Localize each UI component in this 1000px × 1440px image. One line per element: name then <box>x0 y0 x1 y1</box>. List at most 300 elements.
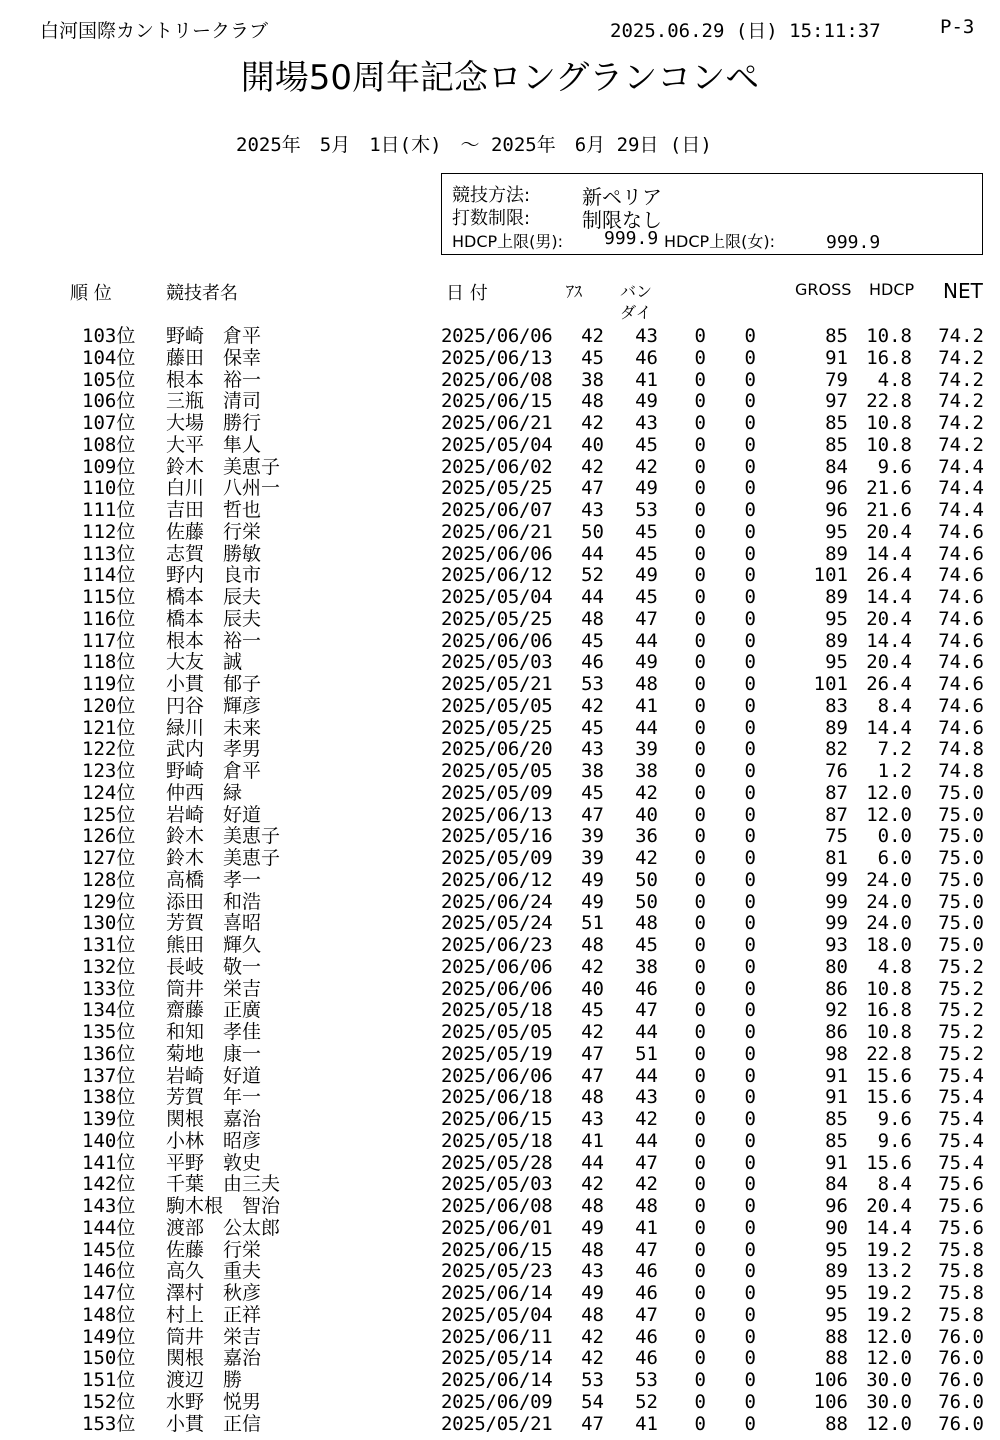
zero-col2-cell: 0 <box>744 1303 756 1326</box>
hdcp-cell: 20.4 <box>866 520 912 543</box>
date-cell: 2025/06/13 <box>441 346 553 369</box>
date-cell: 2025/05/03 <box>441 1173 553 1196</box>
rank-cell: 112位 <box>82 520 136 543</box>
table-row <box>0 652 1000 674</box>
date-cell: 2025/06/23 <box>441 934 553 956</box>
net-cell: 75.4 <box>938 1151 984 1174</box>
hdcp-cell: 6.0 <box>877 847 912 869</box>
zero-col1-cell: 0 <box>694 738 706 761</box>
player-name-cell: 野内 良市 <box>166 564 262 587</box>
gross-cell: 82 <box>825 738 848 761</box>
zero-col2-cell: 0 <box>744 1412 756 1435</box>
player-name-cell: 小林 昭彦 <box>166 1129 262 1152</box>
in-score-cell: 46 <box>635 1347 658 1370</box>
hdcp-cell: 24.0 <box>866 912 912 935</box>
player-name-cell: 白川 八州一 <box>166 477 281 500</box>
table-row <box>0 892 1000 914</box>
net-cell: 74.2 <box>938 433 984 456</box>
date-cell: 2025/06/08 <box>441 368 553 391</box>
net-cell: 75.0 <box>938 868 984 891</box>
player-name-cell: 筒井 栄吉 <box>166 1325 262 1348</box>
zero-col2-cell: 0 <box>744 1260 756 1283</box>
out-score-cell: 46 <box>581 651 604 674</box>
gross-cell: 106 <box>813 1369 848 1391</box>
out-score-cell: 42 <box>581 1173 604 1196</box>
gross-cell: 88 <box>825 1347 848 1370</box>
date-cell: 2025/06/07 <box>441 499 553 521</box>
zero-col1-cell: 0 <box>694 803 706 826</box>
net-cell: 75.4 <box>938 1108 984 1130</box>
in-score-cell: 48 <box>635 673 658 695</box>
zero-col1-cell: 0 <box>694 629 706 652</box>
rank-cell: 132位 <box>82 955 136 978</box>
hdcp-cell: 8.4 <box>877 694 912 717</box>
table-row <box>0 500 1000 522</box>
zero-col2-cell: 0 <box>744 890 756 913</box>
table-row <box>0 848 1000 870</box>
date-cell: 2025/06/06 <box>441 629 553 652</box>
gross-cell: 85 <box>825 412 848 434</box>
net-cell: 75.4 <box>938 1064 984 1087</box>
player-name-cell: 菊地 康一 <box>166 1042 262 1065</box>
table-row <box>0 1066 1000 1088</box>
print-timestamp: 2025.06.29 (日) 15:11:37 <box>610 20 881 42</box>
hdcp-cell: 1.2 <box>877 760 912 782</box>
player-name-cell: 岩崎 好道 <box>166 1064 262 1087</box>
gross-cell: 88 <box>825 1412 848 1435</box>
out-score-cell: 45 <box>581 999 604 1022</box>
zero-col2-cell: 0 <box>744 564 756 587</box>
player-name-cell: 岩崎 好道 <box>166 803 262 826</box>
player-name-cell: 野崎 倉平 <box>166 325 262 347</box>
rank-cell: 153位 <box>82 1412 136 1435</box>
zero-col1-cell: 0 <box>694 433 706 456</box>
table-row <box>0 1392 1000 1414</box>
table-row <box>0 935 1000 957</box>
zero-col1-cell: 0 <box>694 1238 706 1261</box>
gross-cell: 84 <box>825 455 848 478</box>
net-cell: 75.0 <box>938 825 984 848</box>
hdcp-cell: 14.4 <box>866 629 912 652</box>
hdcp-cell: 0.0 <box>877 825 912 848</box>
rank-cell: 136位 <box>82 1042 136 1065</box>
out-score-cell: 42 <box>581 955 604 978</box>
rank-cell: 131位 <box>82 934 136 956</box>
in-score-cell: 45 <box>635 934 658 956</box>
table-row <box>0 1044 1000 1066</box>
zero-col2-cell: 0 <box>744 868 756 891</box>
player-name-cell: 和知 孝佳 <box>166 1021 262 1043</box>
in-score-cell: 43 <box>635 325 658 347</box>
rank-cell: 135位 <box>82 1021 136 1043</box>
zero-col1-cell: 0 <box>694 455 706 478</box>
in-score-cell: 51 <box>635 1042 658 1065</box>
date-cell: 2025/05/25 <box>441 716 553 739</box>
hdcp-cell: 7.2 <box>877 738 912 761</box>
zero-col1-cell: 0 <box>694 412 706 434</box>
in-score-cell: 45 <box>635 433 658 456</box>
zero-col2-cell: 0 <box>744 651 756 674</box>
table-row <box>0 1087 1000 1109</box>
out-score-cell: 48 <box>581 1303 604 1326</box>
table-row <box>0 674 1000 696</box>
hdcp-cell: 12.0 <box>866 1347 912 1370</box>
zero-col1-cell: 0 <box>694 1021 706 1043</box>
zero-col2-cell: 0 <box>744 346 756 369</box>
in-score-cell: 41 <box>635 694 658 717</box>
hdcp-cell: 24.0 <box>866 868 912 891</box>
zero-col2-cell: 0 <box>744 716 756 739</box>
rank-cell: 152位 <box>82 1390 136 1413</box>
table-row <box>0 718 1000 740</box>
date-cell: 2025/05/05 <box>441 760 553 782</box>
player-name-cell: 小貫 郁子 <box>166 673 262 695</box>
hdcp-cell: 30.0 <box>866 1390 912 1413</box>
player-name-cell: 橋本 辰夫 <box>166 586 262 608</box>
in-score-cell: 39 <box>635 738 658 761</box>
gross-cell: 98 <box>825 1042 848 1065</box>
table-row <box>0 739 1000 761</box>
method-value: 新ペリア <box>582 185 662 209</box>
gross-cell: 99 <box>825 890 848 913</box>
net-cell: 74.6 <box>938 629 984 652</box>
net-cell: 74.2 <box>938 412 984 434</box>
out-score-cell: 48 <box>581 1086 604 1109</box>
date-cell: 2025/05/25 <box>441 607 553 630</box>
zero-col1-cell: 0 <box>694 890 706 913</box>
zero-col1-cell: 0 <box>694 716 706 739</box>
player-name-cell: 関根 嘉治 <box>166 1108 262 1130</box>
out-score-cell: 50 <box>581 520 604 543</box>
in-score-cell: 50 <box>635 868 658 891</box>
col-in-top: バン <box>620 282 653 301</box>
zero-col2-cell: 0 <box>744 433 756 456</box>
net-cell: 74.4 <box>938 477 984 500</box>
net-cell: 74.6 <box>938 564 984 587</box>
zero-col2-cell: 0 <box>744 1151 756 1174</box>
gross-cell: 86 <box>825 1021 848 1043</box>
net-cell: 75.8 <box>938 1282 984 1304</box>
gross-cell: 96 <box>825 1195 848 1217</box>
date-cell: 2025/05/14 <box>441 1347 553 1370</box>
player-name-cell: 渡辺 勝 <box>166 1369 243 1391</box>
player-name-cell: 鈴木 美恵子 <box>166 825 281 848</box>
in-score-cell: 47 <box>635 1303 658 1326</box>
in-score-cell: 44 <box>635 1021 658 1043</box>
rank-cell: 121位 <box>82 716 136 739</box>
date-cell: 2025/06/06 <box>441 955 553 978</box>
player-name-cell: 村上 正祥 <box>166 1303 262 1326</box>
table-row <box>0 913 1000 935</box>
date-cell: 2025/05/19 <box>441 1042 553 1065</box>
table-row <box>0 391 1000 413</box>
hdcp-cell: 15.6 <box>866 1086 912 1109</box>
player-name-cell: 熊田 輝久 <box>166 934 262 956</box>
table-row <box>0 870 1000 892</box>
hdcp-cell: 16.8 <box>866 346 912 369</box>
player-name-cell: 筒井 栄吉 <box>166 977 262 1000</box>
zero-col2-cell: 0 <box>744 694 756 717</box>
out-score-cell: 48 <box>581 607 604 630</box>
out-score-cell: 47 <box>581 1064 604 1087</box>
gross-cell: 101 <box>813 564 848 587</box>
in-score-cell: 41 <box>635 1412 658 1435</box>
out-score-cell: 42 <box>581 455 604 478</box>
hdcp-cell: 14.4 <box>866 586 912 608</box>
rank-cell: 141位 <box>82 1151 136 1174</box>
in-score-cell: 43 <box>635 412 658 434</box>
net-cell: 76.0 <box>938 1369 984 1391</box>
table-row <box>0 413 1000 435</box>
table-row <box>0 1414 1000 1436</box>
zero-col1-cell: 0 <box>694 1129 706 1152</box>
net-cell: 74.6 <box>938 586 984 608</box>
zero-col1-cell: 0 <box>694 651 706 674</box>
out-score-cell: 45 <box>581 781 604 804</box>
out-score-cell: 49 <box>581 1282 604 1304</box>
player-name-cell: 大友 誠 <box>166 651 243 674</box>
rank-cell: 145位 <box>82 1238 136 1261</box>
hdcp-cell: 12.0 <box>866 781 912 804</box>
hdcp-cell: 14.4 <box>866 716 912 739</box>
zero-col1-cell: 0 <box>694 955 706 978</box>
in-score-cell: 46 <box>635 1282 658 1304</box>
date-cell: 2025/05/23 <box>441 1260 553 1283</box>
net-cell: 75.2 <box>938 1042 984 1065</box>
table-row <box>0 565 1000 587</box>
zero-col2-cell: 0 <box>744 607 756 630</box>
table-row <box>0 435 1000 457</box>
rank-cell: 114位 <box>82 564 136 587</box>
out-score-cell: 48 <box>581 1238 604 1261</box>
table-row <box>0 1218 1000 1240</box>
zero-col1-cell: 0 <box>694 1260 706 1283</box>
out-score-cell: 52 <box>581 564 604 587</box>
net-cell: 74.6 <box>938 716 984 739</box>
net-cell: 74.6 <box>938 673 984 695</box>
zero-col2-cell: 0 <box>744 934 756 956</box>
zero-col2-cell: 0 <box>744 1108 756 1130</box>
zero-col2-cell: 0 <box>744 390 756 413</box>
out-score-cell: 44 <box>581 586 604 608</box>
table-row <box>0 457 1000 479</box>
hdcp-cell: 15.6 <box>866 1064 912 1087</box>
out-score-cell: 45 <box>581 629 604 652</box>
net-cell: 75.6 <box>938 1216 984 1239</box>
hdcp-male-value: 999.9 <box>604 228 659 249</box>
in-score-cell: 42 <box>635 781 658 804</box>
out-score-cell: 45 <box>581 346 604 369</box>
date-cell: 2025/05/25 <box>441 477 553 500</box>
hdcp-cell: 9.6 <box>877 455 912 478</box>
zero-col2-cell: 0 <box>744 1347 756 1370</box>
net-cell: 75.2 <box>938 977 984 1000</box>
player-name-cell: 平野 敦史 <box>166 1151 262 1174</box>
player-name-cell: 芳賀 年一 <box>166 1086 262 1109</box>
date-cell: 2025/05/09 <box>441 847 553 869</box>
net-cell: 75.0 <box>938 934 984 956</box>
player-name-cell: 志賀 勝敏 <box>166 542 262 565</box>
in-score-cell: 46 <box>635 977 658 1000</box>
gross-cell: 75 <box>825 825 848 848</box>
table-row <box>0 1000 1000 1022</box>
rank-cell: 107位 <box>82 412 136 434</box>
net-cell: 75.4 <box>938 1086 984 1109</box>
zero-col2-cell: 0 <box>744 1325 756 1348</box>
table-row <box>0 326 1000 348</box>
zero-col1-cell: 0 <box>694 1108 706 1130</box>
zero-col1-cell: 0 <box>694 390 706 413</box>
zero-col2-cell: 0 <box>744 738 756 761</box>
rank-cell: 106位 <box>82 390 136 413</box>
gross-cell: 84 <box>825 1173 848 1196</box>
zero-col1-cell: 0 <box>694 477 706 500</box>
hdcp-cell: 21.6 <box>866 477 912 500</box>
net-cell: 76.0 <box>938 1325 984 1348</box>
gross-cell: 91 <box>825 1086 848 1109</box>
col-gross: GROSS <box>795 280 852 299</box>
gross-cell: 80 <box>825 955 848 978</box>
rank-cell: 124位 <box>82 781 136 804</box>
date-cell: 2025/06/21 <box>441 412 553 434</box>
rank-cell: 119位 <box>82 673 136 695</box>
player-name-cell: 三瓶 清司 <box>166 390 262 413</box>
hdcp-cell: 20.4 <box>866 651 912 674</box>
hdcp-cell: 30.0 <box>866 1369 912 1391</box>
zero-col2-cell: 0 <box>744 977 756 1000</box>
zero-col1-cell: 0 <box>694 1195 706 1217</box>
hdcp-cell: 20.4 <box>866 607 912 630</box>
zero-col1-cell: 0 <box>694 1064 706 1087</box>
rank-cell: 105位 <box>82 368 136 391</box>
zero-col2-cell: 0 <box>744 1086 756 1109</box>
table-row <box>0 609 1000 631</box>
hdcp-cell: 14.4 <box>866 1216 912 1239</box>
zero-col1-cell: 0 <box>694 1282 706 1304</box>
zero-col1-cell: 0 <box>694 781 706 804</box>
zero-col1-cell: 0 <box>694 1216 706 1239</box>
zero-col2-cell: 0 <box>744 1238 756 1261</box>
player-name-cell: 関根 嘉治 <box>166 1347 262 1370</box>
gross-cell: 89 <box>825 586 848 608</box>
net-cell: 76.0 <box>938 1412 984 1435</box>
in-score-cell: 41 <box>635 368 658 391</box>
table-row <box>0 522 1000 544</box>
zero-col1-cell: 0 <box>694 1325 706 1348</box>
zero-col1-cell: 0 <box>694 586 706 608</box>
rank-cell: 123位 <box>82 760 136 782</box>
gross-cell: 89 <box>825 716 848 739</box>
player-name-cell: 緑川 未来 <box>166 716 262 739</box>
date-cell: 2025/06/18 <box>441 1086 553 1109</box>
zero-col2-cell: 0 <box>744 325 756 347</box>
in-score-cell: 48 <box>635 912 658 935</box>
table-row <box>0 957 1000 979</box>
rank-cell: 140位 <box>82 1129 136 1152</box>
rank-cell: 134位 <box>82 999 136 1022</box>
gross-cell: 89 <box>825 542 848 565</box>
date-cell: 2025/05/18 <box>441 999 553 1022</box>
table-row <box>0 1305 1000 1327</box>
date-cell: 2025/06/21 <box>441 520 553 543</box>
player-name-cell: 千葉 由三夫 <box>166 1173 281 1196</box>
zero-col2-cell: 0 <box>744 542 756 565</box>
gross-cell: 85 <box>825 325 848 347</box>
table-row <box>0 1261 1000 1283</box>
in-score-cell: 46 <box>635 1260 658 1283</box>
rank-cell: 125位 <box>82 803 136 826</box>
zero-col1-cell: 0 <box>694 368 706 391</box>
rank-cell: 117位 <box>82 629 136 652</box>
gross-cell: 91 <box>825 346 848 369</box>
zero-col2-cell: 0 <box>744 1195 756 1217</box>
net-cell: 74.6 <box>938 542 984 565</box>
zero-col2-cell: 0 <box>744 803 756 826</box>
date-cell: 2025/05/05 <box>441 1021 553 1043</box>
date-cell: 2025/05/18 <box>441 1129 553 1152</box>
out-score-cell: 47 <box>581 1042 604 1065</box>
date-cell: 2025/06/02 <box>441 455 553 478</box>
net-cell: 76.0 <box>938 1390 984 1413</box>
date-cell: 2025/05/24 <box>441 912 553 935</box>
rank-cell: 118位 <box>82 651 136 674</box>
competition-info-box <box>441 173 983 255</box>
zero-col2-cell: 0 <box>744 1282 756 1304</box>
zero-col2-cell: 0 <box>744 847 756 869</box>
rank-cell: 122位 <box>82 738 136 761</box>
date-cell: 2025/05/03 <box>441 651 553 674</box>
gross-cell: 101 <box>813 673 848 695</box>
rank-cell: 104位 <box>82 346 136 369</box>
gross-cell: 95 <box>825 1303 848 1326</box>
in-score-cell: 47 <box>635 999 658 1022</box>
hdcp-cell: 12.0 <box>866 1325 912 1348</box>
date-cell: 2025/06/09 <box>441 1390 553 1413</box>
in-score-cell: 42 <box>635 1173 658 1196</box>
net-cell: 74.4 <box>938 455 984 478</box>
in-score-cell: 44 <box>635 1129 658 1152</box>
gross-cell: 95 <box>825 520 848 543</box>
zero-col2-cell: 0 <box>744 760 756 782</box>
in-score-cell: 47 <box>635 1151 658 1174</box>
gross-cell: 89 <box>825 629 848 652</box>
player-name-cell: 藤田 保幸 <box>166 346 262 369</box>
gross-cell: 85 <box>825 1129 848 1152</box>
date-cell: 2025/06/15 <box>441 1238 553 1261</box>
in-score-cell: 42 <box>635 847 658 869</box>
hdcp-cell: 26.4 <box>866 564 912 587</box>
net-cell: 75.2 <box>938 999 984 1022</box>
player-name-cell: 駒木根 智治 <box>166 1195 281 1217</box>
out-score-cell: 47 <box>581 1412 604 1435</box>
table-row <box>0 1153 1000 1175</box>
zero-col1-cell: 0 <box>694 1390 706 1413</box>
rank-cell: 109位 <box>82 455 136 478</box>
table-row <box>0 370 1000 392</box>
net-cell: 74.2 <box>938 346 984 369</box>
player-name-cell: 佐藤 行栄 <box>166 1238 262 1261</box>
date-cell: 2025/05/04 <box>441 586 553 608</box>
out-score-cell: 49 <box>581 890 604 913</box>
in-score-cell: 42 <box>635 455 658 478</box>
page-number: P-3 <box>940 16 975 38</box>
hdcp-cell: 10.8 <box>866 977 912 1000</box>
zero-col2-cell: 0 <box>744 629 756 652</box>
net-cell: 74.6 <box>938 694 984 717</box>
zero-col1-cell: 0 <box>694 999 706 1022</box>
zero-col1-cell: 0 <box>694 542 706 565</box>
zero-col2-cell: 0 <box>744 912 756 935</box>
